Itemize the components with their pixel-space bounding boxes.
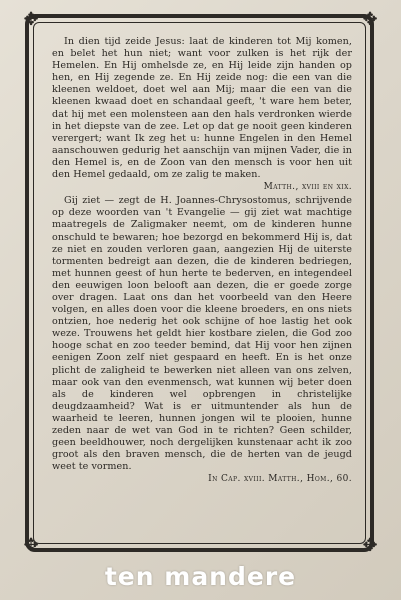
- corner-ornament-top-left-icon: ✥: [23, 9, 39, 30]
- corner-ornament-top-right-icon: ✥: [362, 9, 378, 30]
- watermark-text: ten mandere: [104, 562, 297, 591]
- card-text: [52, 36, 352, 485]
- gospel-paragraph: In dien tijd zeide Jesus: laat de kinderen tot Mij komen, en belet het hun niet; want voor zulken is het rijk der Hemelen. En Hij omhelsde ze, en Hij leide zijn handen op hen, en Hij zegende ze. En Hij zeide nog: die een van die kleenen weldoet, doet wel aan Mij; maar die een van die kleenen kwaad doet en schandaal geeft, 't ware hem beter, dat hij met een molensteen aan den hals verdronken wierde in het diepste van de zee. Let op dat ge nooit geen kinderen verergert; want Ik zeg het u: hunne Engelen in den Hemel aanschouwen gedurig het aanschijn van mijnen Vader, die in den Hemel is, en de Zoon van den mensch is voor hen uit den Hemel gedaald, om ze zalig te maken.: [52, 36, 352, 181]
- corner-ornament-bottom-right-icon: ✥: [362, 535, 378, 556]
- corner-ornament-bottom-left-icon: ✥: [23, 535, 39, 556]
- commentary-paragraph: Gij ziet — zegt de H. Joannes-Chrysostomus, schrijvende op deze woorden van 't Evangelie — gij ziet wat machtige maatregels de Zaligmaker neemt, om de kinderen hunne onschuld te bewaren; hoe bezorgd en bekommerd Hij is, dat ze niet en zouden verloren gaan, aangezien Hij de uiterste tormenten bedreigt aan dezen, die de kinderen bedriegen, met hunnen geest of hun herte te bederven, en integendeel den eeuwigen loon belooft aan dezen, die er goede zorge over dragen. Laat ons dan het voorbeeld van den Heere volgen, en alles doen voor die kleene broeders, en ons niets ontzien, hoe nederig het ook schijne of hoe lastig het ook weze. Trouwens het geldt hier kostbare zielen, die God zoo hooge schat en zoo teeder bemind, dat Hij voor hen zijnen eenigen Zoon zelf niet gespaard en heeft. En is het onze plicht de zaligheid te bewerken niet alleen van ons zelven, maar ook van den evenmensch, wat kunnen wij beter doen als de kinderen wel opbrengen in christelijke deugdzaamheid? Wat is er uitmuntender als hun de waarheid te leeren, hunnen jongen wil te plooien, hunne zeden naar de wet van God in te richten? Geen schilder, geen beeldhouwer, noch dergelijken kunstenaar acht ik zoo groot als den braven mensch, die de herten van de jeugd weet te vormen.: [52, 195, 352, 473]
- gospel-reference: Matth., xviii en xix.: [263, 182, 352, 193]
- commentary-reference: In Cap. xviii. Matth., Hom., 60.: [208, 474, 352, 485]
